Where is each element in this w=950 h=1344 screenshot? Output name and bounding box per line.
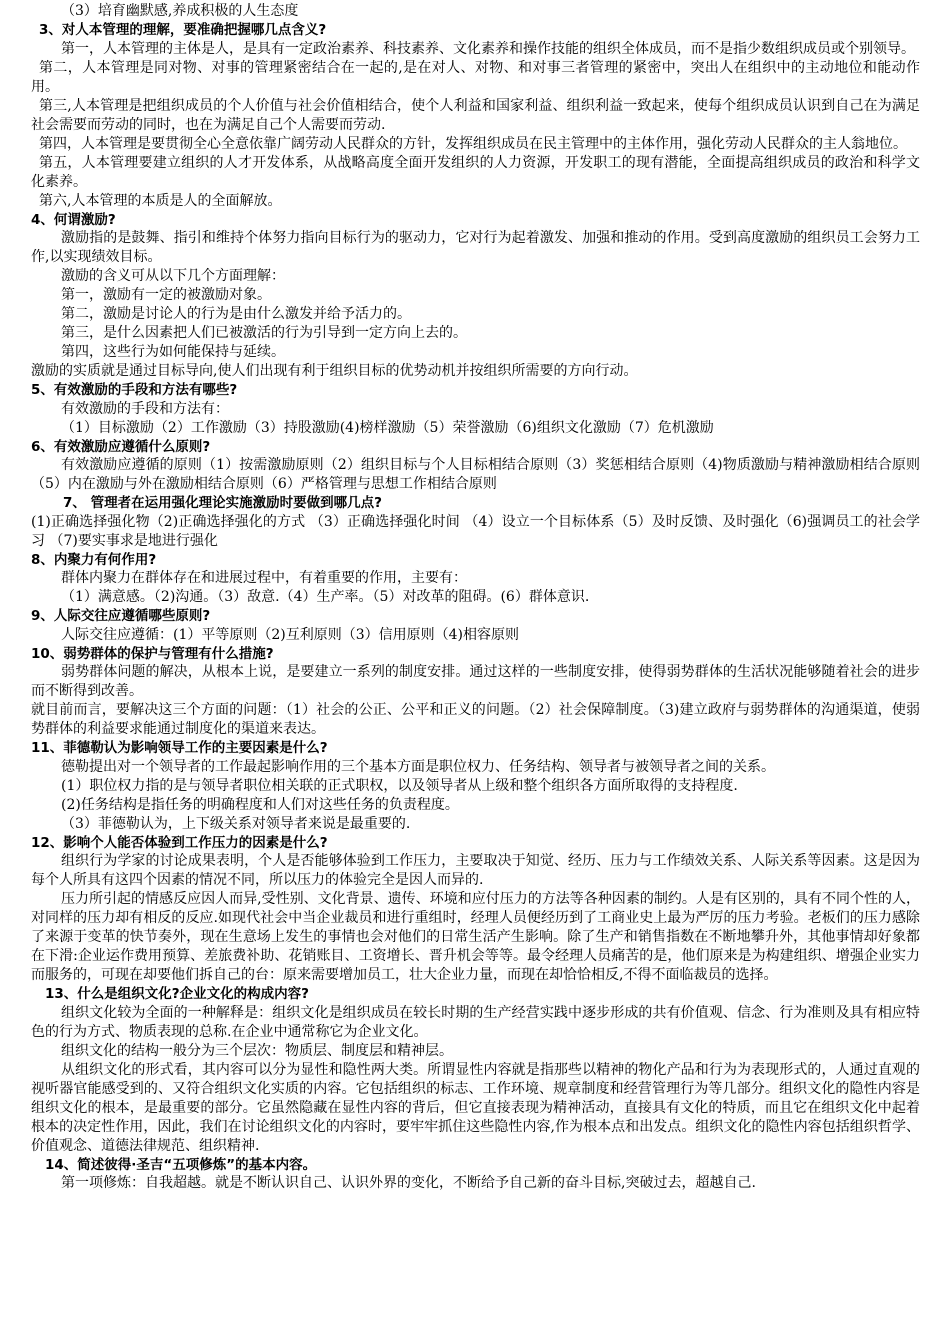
paragraph: 组织文化的结构一般分为三个层次：物质层、制度层和精神层。: [61, 1042, 453, 1059]
section-heading: 7、 管理者在运用强化理论实施激励时要做到哪几点?: [63, 495, 382, 511]
section-heading: 6、有效激励应遵循什么原则?: [31, 438, 211, 455]
paragraph: 德勒提出对一个领导者的工作最起影响作用的三个基本方面是职位权力、任务结构、领导者与被领导者之间的关系。: [61, 758, 775, 775]
paragraph: (2)任务结构是指任务的明确程度和人们对这些任务的负责程度。: [61, 796, 459, 813]
paragraph: 第三,人本管理是把组织成员的个人价值与社会价值相结合，使个人利益和国家利益、组织利益一致起来，使每个组织成员认识到自己在为满足社会需要而劳动的同时，也在为满足自己个人需要而劳动.: [31, 97, 920, 133]
paragraph: （3）菲德勒认为，上下级关系对领导者来说是最重要的.: [61, 815, 411, 832]
section-heading: 10、弱势群体的保护与管理有什么措施?: [31, 645, 274, 662]
paragraph: 第三，是什么因素把人们已被激活的行为引导到一定方向上去的。: [61, 325, 467, 341]
paragraph: 激励的含义可从以下几个方面理解：: [61, 268, 285, 284]
paragraph: 组织文化较为全面的一种解释是：组织文化是组织成员在较长时期的生产经营实践中逐步形成的共有价值观、信念、行为准则及具有相应特色的行为方式、物质表现的总称.在企业中通常称它为企业文化。: [31, 1004, 920, 1040]
paragraph: 人际交往应遵循：(1）平等原则（2)互利原则（3）信用原则（4)相容原则: [61, 626, 520, 643]
section-heading: 9、人际交往应遵循哪些原则?: [31, 608, 211, 624]
paragraph: （1）目标激励（2）工作激励（3）持股激励(4)榜样激励（5）荣誉激励（6)组织文化激励（7）危机激励: [61, 419, 714, 436]
paragraph: 第四，人本管理是要贯彻全心全意依靠广阔劳动人民群众的方针，发挥组织成员在民主管理中的主体作用，强化劳动人民群众的主人翁地位。: [39, 135, 907, 152]
section-heading: 12、影响个人能否体验到工作压力的因素是什么?: [31, 834, 328, 851]
paragraph: 有效激励应遵循的原则（1）按需激励原则（2）组织目标与个人目标相结合原则（3）奖惩相结合原则（4)物质激励与精神激励相结合原则（5）内在激励与外在激励相结合原则（6）严格管理与思想工作相结合原则: [31, 457, 920, 492]
paragraph: 第五，人本管理要建立组织的人才开发体系，从战略高度全面开发组织的人力资源，开发职工的现有潜能，全面提高组织成员的政治和科学文化素养。: [31, 154, 920, 190]
section-heading: 14、简述彼得·圣吉“五项修炼”的基本内容。: [45, 1156, 317, 1173]
paragraph: （3）培育幽默感,养成积极的人生态度: [61, 3, 299, 19]
paragraph: 群体内聚力在群体存在和进展过程中，有着重要的作用，主要有：: [61, 570, 467, 586]
section-heading: 13、什么是组织文化?企业文化的构成内容?: [45, 986, 309, 1002]
paragraph: 第一，激励有一定的被激励对象。: [61, 287, 271, 303]
paragraph: 激励指的是鼓舞、指引和维持个体努力指向目标行为的驱动力，它对行为起着激发、加强和推动的作用。受到高度激励的组织员工会努力工作,以实现绩效目标。: [31, 230, 920, 265]
paragraph: 压力所引起的情感反应因人而异,受性别、文化背景、遗传、环境和应付压力的方法等各种因素的制约。人是有区别的，具有不同个性的人，对同样的压力却有相反的反应.如现代社会中当企业裁员和进行重组时，经理人员便经历到了工商业史上最为严厉的压力考验。老板们的压力感除了来源于变革的快节奏外，现在生意场上发生的事情也会对他们的日常生活产生影响。除了生产和销售指数在不断地攀升外，其他事情却好象都在下滑:企业运作费用预算、差旅费补助、花销账目、工资增长、晋升机会等等。最令经理人员痛苦的是，他们原来是为构建组织、增强企业实力而服务的，可现在却要他们拆自己的台：原来需要增加员工，壮大企业力量，而现在却恰恰相反,不得不面临裁员的选择。: [31, 891, 920, 983]
paragraph: （1）满意感。（2)沟通。（3）敌意.（4）生产率。（5）对改革的阻碍。(6）群体意识.: [61, 589, 590, 605]
paragraph: 从组织文化的形式看，其内容可以分为显性和隐性两大类。所谓显性内容就是指那些以精神的物化产品和行为为表现形式的，人通过直观的视听器官能感受到的、又符合组织文化实质的内容。它包括组织的标志、工作环境、规章制度和经营管理行为等几部分。组织文化的隐性内容是组织文化的根本，是最重要的部分。它虽然隐藏在显性内容的背后，但它直接表现为精神活动，直接具有文化的特质，而且它在组织文化中起着根本的决定性作用，因此，我们在讨论组织文化的内容时，要牢牢抓住这些隐性内容,作为根本点和出发点。组织文化的隐性内容包括组织哲学、价值观念、道德法律规范、组织精神.: [31, 1061, 920, 1154]
section-heading: 3、对人本管理的理解，要准确把握哪几点含义?: [39, 22, 327, 38]
paragraph: (1)正确选择强化物（2)正确选择强化的方式 （3）正确选择强化时间 （4）设立一个目标体系（5）及时反馈、及时强化（6)强调员工的社会学习 （7)要实事求是地进行强化: [31, 513, 920, 549]
paragraph: 第一，人本管理的主体是人，是具有一定政治素养、科技素养、文化素养和操作技能的组织全体成员，而不是指少数组织成员或个别领导。: [61, 40, 915, 57]
paragraph: 弱势群体问题的解决，从根本上说，是要建立一系列的制度安排。通过这样的一些制度安排，使得弱势群体的生活状况能够随着社会的进步而不断得到改善。: [31, 664, 920, 699]
section-heading: 8、内聚力有何作用?: [31, 551, 157, 568]
paragraph: (1）职位权力指的是与领导者职位相关联的正式职权，以及领导者从上级和整个组织各方面所取得的支持程度.: [61, 777, 738, 794]
section-heading: 11、菲德勒认为影响领导工作的主要因素是什么?: [31, 740, 328, 756]
paragraph: 第二，人本管理是同对物、对事的管理紧密结合在一起的,是在对人、对物、和对事三者管理的紧密中，突出人在组织中的主动地位和能动作用。: [31, 59, 920, 95]
paragraph: 第四，这些行为如何能保持与延续。: [61, 344, 285, 360]
paragraph: 第一项修炼：自我超越。就是不断认识自己、认识外界的变化，不断给予自己新的奋斗目标,突破过去，超越自己.: [61, 1175, 756, 1191]
paragraph: 激励的实质就是通过目标导向,使人们出现有利于组织目标的优势动机并按组织所需要的方向行动。: [31, 363, 638, 379]
paragraph: 第二，激励是讨论人的行为是由什么激发并给予活力的。: [61, 306, 411, 322]
section-heading: 4、何谓激励?: [31, 211, 116, 228]
paragraph: 有效激励的手段和方法有：: [61, 400, 229, 417]
paragraph: 组织行为学家的讨论成果表明，个人是否能够体验到工作压力，主要取决于知觉、经历、压力与工作绩效关系、人际关系等因素。这是因为每个人所具有这四个因素的情况不同，所以压力的体验完全是因人而异的.: [31, 853, 920, 888]
paragraph: 就目前而言，要解决这三个方面的问题：（1）社会的公正、公平和正义的问题。（2）社会保障制度。（3)建立政府与弱势群体的沟通渠道，使弱势群体的利益要求能通过制度化的渠道来表达。: [31, 702, 920, 737]
paragraph: 第六,人本管理的本质是人的全面解放。: [39, 192, 282, 209]
section-heading: 5、有效激励的手段和方法有哪些?: [31, 382, 238, 398]
